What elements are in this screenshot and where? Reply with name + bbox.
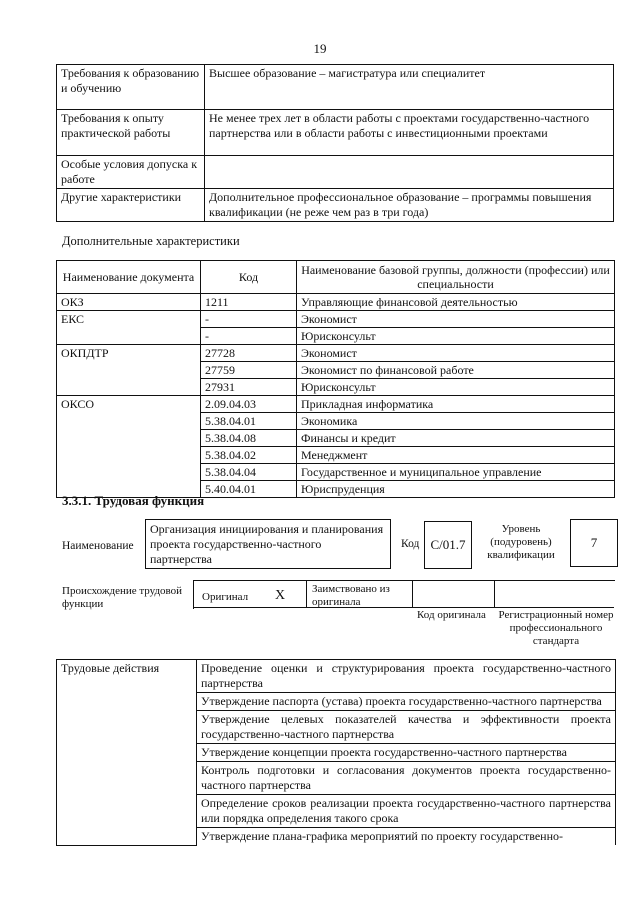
action-item: Утверждение целевых показателей качества и эффективности проекта государственно-частного партнерства: [197, 711, 616, 744]
action-item: Контроль подготовки и согласования документов проекта государственно-частного партнерства: [197, 762, 616, 795]
name-cell: Экономика: [297, 413, 615, 430]
page-number: 19: [313, 41, 327, 56]
doc-cell: ЕКС: [57, 311, 201, 345]
code-cell: 5.38.04.04: [201, 464, 297, 481]
code-label: Код: [401, 538, 420, 550]
code-cell: 1211: [201, 294, 297, 311]
name-cell: Прикладная информатика: [297, 396, 615, 413]
table-row: [57, 294, 615, 311]
code-cell: 27931: [201, 379, 297, 396]
table-row: [57, 660, 616, 693]
section-heading: 3.3.1. Трудовая функция: [62, 493, 205, 508]
doc-cell: ОКСО: [57, 396, 201, 498]
code-cell: -: [201, 311, 297, 328]
borrowed-label: Заимствовано из оригинала: [312, 583, 390, 608]
code-cell: 5.38.04.02: [201, 447, 297, 464]
table-row: [57, 110, 614, 156]
code-cell: 27759: [201, 362, 297, 379]
requirement-value: Дополнительное профессиональное образование – программы повышения квалификации (не реже чем раз в три года): [205, 189, 614, 222]
code-value-box: C/01.7: [424, 521, 472, 569]
additional-title: Дополнительные характеристики: [62, 234, 240, 248]
table-row: [57, 345, 615, 362]
level-label: Уровень (подуровень) квалификации: [487, 523, 555, 561]
divider: [412, 580, 413, 608]
requirement-label: Требования к образованию и обучению: [57, 65, 205, 110]
requirement-value: Высшее образование – магистратура или специалитет: [205, 65, 614, 110]
name-cell: Управляющие финансовой деятельностью: [297, 294, 615, 311]
code-cell: 2.09.04.03: [201, 396, 297, 413]
action-item: Определение сроков реализации проекта государственно-частного партнерства или порядка определения такого срока: [197, 795, 616, 828]
name-cell: Экономист: [297, 311, 615, 328]
action-item: Утверждение паспорта (устава) проекта государственно-частного партнерства: [197, 693, 616, 711]
actions-table: [56, 659, 616, 846]
table-row: [57, 189, 614, 222]
name-cell: Менеджмент: [297, 447, 615, 464]
divider: [306, 580, 307, 608]
requirement-label: Особые условия допуска к работе: [57, 156, 205, 189]
header-code: Код: [201, 261, 297, 294]
code-cell: -: [201, 328, 297, 345]
code-cell: 5.38.04.08: [201, 430, 297, 447]
name-cell: Финансы и кредит: [297, 430, 615, 447]
name-cell: Юрисконсульт: [297, 328, 615, 345]
function-name-box: Организация инициирования и планирования проекта государственно-частного партнерства: [145, 519, 391, 569]
name-cell: Государственное и муниципальное управление: [297, 464, 615, 481]
header-name: Наименование базовой группы, должности (профессии) или специальности: [297, 261, 615, 294]
action-item: Проведение оценки и структурирования проекта государственно-частного партнерства: [197, 660, 616, 693]
name-label: Наименование: [62, 540, 134, 552]
action-item: Утверждение плана-графика мероприятий по проекту государственно-: [197, 828, 616, 846]
table-header-row: [57, 261, 615, 294]
table-row: [57, 311, 615, 328]
table-row: [57, 396, 615, 413]
code-cell: 27728: [201, 345, 297, 362]
orig-code-label: Код оригинала: [417, 609, 486, 621]
name-cell: Юрисконсульт: [297, 379, 615, 396]
header-doc: Наименование документа: [57, 261, 201, 294]
original-label: Оригинал: [202, 591, 249, 603]
name-cell: Юриспруденция: [297, 481, 615, 498]
divider: [494, 580, 495, 608]
table-row: [57, 156, 614, 189]
additional-table: [56, 260, 615, 498]
table-row: [57, 65, 614, 110]
doc-cell: ОКПДТР: [57, 345, 201, 396]
requirement-label: Другие характеристики: [57, 189, 205, 222]
requirement-label: Требования к опыту практической работы: [57, 110, 205, 156]
level-value-box: 7: [570, 519, 618, 567]
reg-number-label: Регистрационный номер профессионального стандарта: [498, 609, 614, 647]
requirement-value: [205, 156, 614, 189]
action-item: Утверждение концепции проекта государственно-частного партнерства: [197, 744, 616, 762]
doc-cell: ОКЗ: [57, 294, 201, 311]
code-cell: 5.40.04.01: [201, 481, 297, 498]
code-cell: 5.38.04.01: [201, 413, 297, 430]
name-cell: Экономист: [297, 345, 615, 362]
origin-label: Происхождение трудовой функции: [62, 585, 183, 610]
requirement-value: Не менее трех лет в области работы с проектами государственно-частного партнерства или в области работы с инвестиционными проектами: [205, 110, 614, 156]
requirements-table: [56, 64, 614, 222]
actions-label: Трудовые действия: [57, 660, 197, 846]
name-cell: Экономист по финансовой работе: [297, 362, 615, 379]
original-mark: X: [275, 588, 286, 603]
